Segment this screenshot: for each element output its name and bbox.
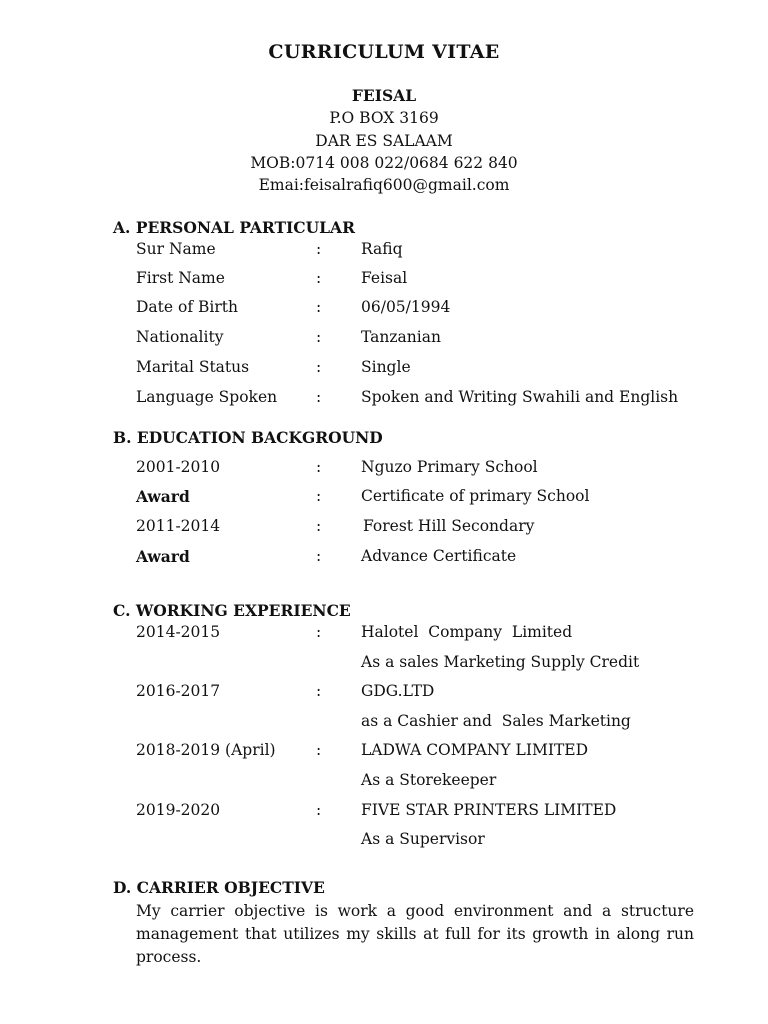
row-label: 2016-2017	[136, 682, 221, 700]
row-role: As a Supervisor	[361, 830, 485, 848]
education-row	[0, 517, 768, 541]
header-name: FEISAL	[351, 86, 417, 105]
row-label: 2018-2019 (April)	[136, 741, 276, 759]
row-role: as a Cashier and Sales Marketing	[361, 712, 631, 730]
row-separator: :	[316, 388, 322, 406]
personal-row	[0, 240, 768, 264]
row-separator: :	[316, 623, 322, 641]
row-separator: :	[316, 269, 322, 287]
experience-row	[0, 741, 768, 765]
personal-row	[0, 358, 768, 382]
section-heading-experience: C. WORKING EXPERIENCE	[113, 601, 351, 620]
row-company: GDG.LTD	[361, 682, 435, 700]
row-separator: :	[316, 487, 322, 505]
row-value: Nguzo Primary School	[361, 458, 538, 476]
row-value: Spoken and Writing Swahili and English	[361, 388, 679, 406]
row-company: LADWA COMPANY LIMITED	[361, 741, 589, 759]
row-label: Nationality	[136, 328, 224, 346]
education-row	[0, 547, 768, 571]
row-label: Award	[136, 547, 190, 566]
row-label: Sur Name	[136, 240, 216, 258]
row-separator: :	[316, 801, 322, 819]
header-pobox: P.O BOX 3169	[329, 109, 439, 127]
row-label: 2019-2020	[136, 801, 221, 819]
row-value: Feisal	[361, 269, 408, 287]
row-value: Tanzanian	[361, 328, 441, 346]
header-city: DAR ES SALAAM	[315, 132, 453, 150]
document-title: CURRICULUM VITAE	[268, 41, 500, 63]
header-email: Emai:feisalrafiq600@gmail.com	[258, 176, 510, 194]
education-row	[0, 487, 768, 511]
row-value: Rafiq	[361, 240, 403, 258]
objective-paragraph: My carrier objective is work a good environment and a structure management that utilizes my skills at full for its growth in along run process.	[136, 902, 694, 966]
row-label: 2001-2010	[136, 458, 221, 476]
experience-role-row	[0, 830, 768, 854]
row-separator: :	[316, 682, 322, 700]
section-heading-personal: A. PERSONAL PARTICULAR	[113, 218, 355, 237]
personal-row	[0, 328, 768, 352]
experience-role-row	[0, 771, 768, 795]
row-separator: :	[316, 741, 322, 759]
section-heading-education: B. EDUCATION BACKGROUND	[113, 428, 383, 447]
row-company: Halotel Company Limited	[361, 623, 573, 641]
row-value: 06/05/1994	[361, 298, 451, 316]
row-label: First Name	[136, 269, 225, 287]
row-role: As a Storekeeper	[361, 771, 497, 789]
personal-row	[0, 269, 768, 293]
row-company: FIVE STAR PRINTERS LIMITED	[361, 801, 617, 819]
row-separator: :	[316, 517, 322, 535]
row-separator: :	[316, 328, 322, 346]
experience-row	[0, 623, 768, 647]
row-role: As a sales Marketing Supply Credit	[361, 653, 640, 671]
personal-row	[0, 388, 768, 412]
row-separator: :	[316, 358, 322, 376]
row-value: Forest Hill Secondary	[363, 517, 535, 535]
row-label: Award	[136, 487, 190, 506]
row-label: Language Spoken	[136, 388, 278, 406]
experience-row	[0, 801, 768, 825]
row-separator: :	[316, 298, 322, 316]
row-label: 2011-2014	[136, 517, 221, 535]
row-value: Single	[361, 358, 411, 376]
header-mobile: MOB:0714 008 022/0684 622 840	[250, 154, 518, 172]
row-label: Date of Birth	[136, 298, 238, 316]
row-label: 2014-2015	[136, 623, 221, 641]
row-separator: :	[316, 547, 322, 565]
row-separator: :	[316, 458, 322, 476]
experience-role-row	[0, 712, 768, 736]
experience-role-row	[0, 653, 768, 677]
experience-row	[0, 682, 768, 706]
row-value: Certificate of primary School	[361, 487, 590, 505]
row-label: Marital Status	[136, 358, 250, 376]
personal-row	[0, 298, 768, 322]
education-row	[0, 458, 768, 482]
row-value: Advance Certificate	[361, 547, 517, 565]
row-separator: :	[316, 240, 322, 258]
section-heading-objective: D. CARRIER OBJECTIVE	[113, 878, 325, 897]
